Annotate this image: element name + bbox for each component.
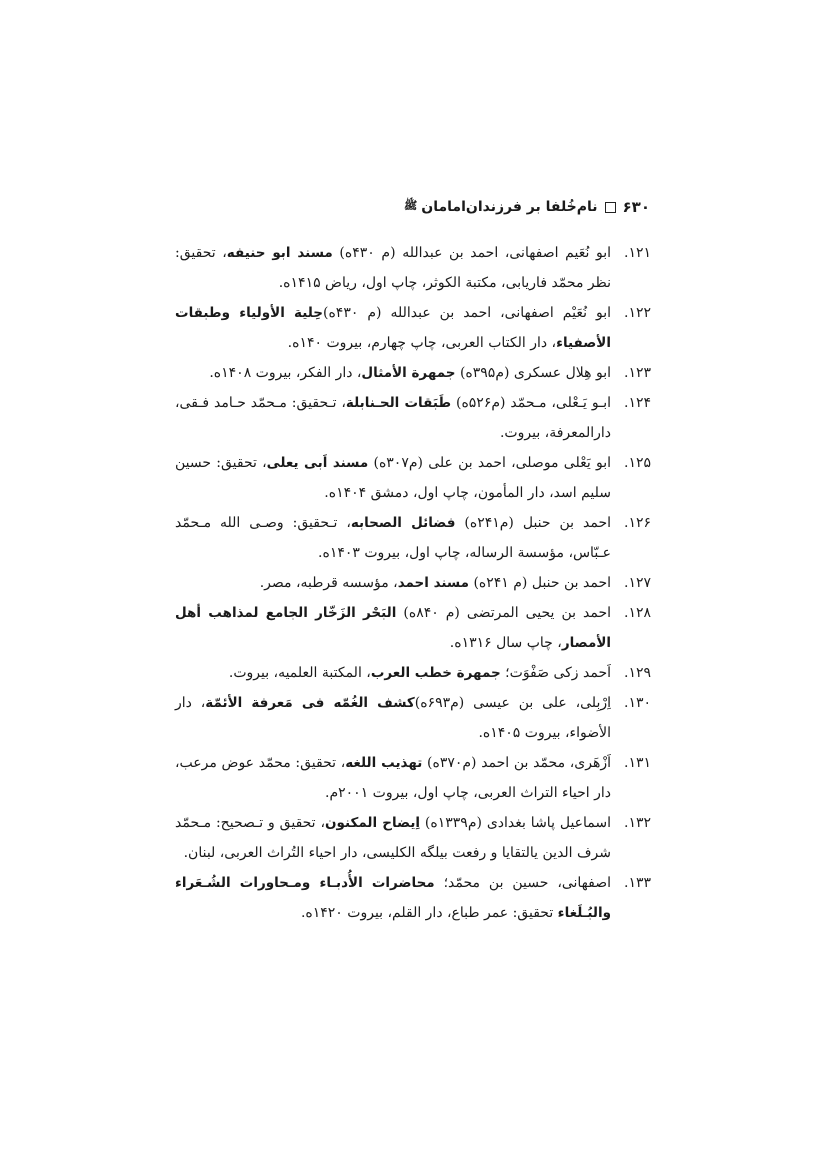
entry-text: ابو هِلال عسکری (م۳۹۵ه) (455, 365, 611, 381)
bibliography-entry (175, 358, 651, 388)
entry-title: فضائل الصحابه (350, 515, 456, 531)
entry-number: ۱۳۲. (623, 815, 651, 831)
entry-text: ، مؤسسه قرطبه، مصر. (259, 575, 398, 591)
entry-text: ، تحقیق: محمّد عوض مرعب، دار احیاء التراث العربی، چاپ اول، بیروت ۲۰۰۱م. (175, 755, 611, 801)
entry-number: ۱۲۴. (623, 395, 651, 411)
entry-text: احمد بن حنبل (م ۲۴۱ه) (469, 575, 611, 591)
bibliography-entry (175, 688, 651, 748)
entry-number: ۱۲۸. (623, 605, 651, 621)
entry-title: تهذیب اللغه (345, 755, 423, 771)
entry-text: ، المکتبة العلمیه، بیروت. (228, 665, 371, 681)
entry-text: ابو نُعَیْم اصفهانی، احمد بن عبدالله (م ۴۳۰ه) (323, 305, 611, 321)
bibliography-entry (175, 508, 651, 568)
bibliography-entry (175, 748, 651, 808)
entry-number: ۱۳۳. (623, 875, 651, 891)
bibliography-entry (175, 238, 651, 298)
entry-text: احمد بن حنبل (م۲۴۱ه) (455, 515, 611, 531)
entry-text: احمد بن یحیی المرتضی (م ۸۴۰ه) (396, 605, 611, 621)
entry-title: محاضرات الأُدبـاء ومـحاورات الشُـعَراء والبُـلَغاء (175, 875, 611, 921)
entry-title: مسند ابو حنیفه (226, 245, 333, 261)
square-ornament-icon (605, 202, 616, 213)
entry-text: ، چاپ سال ۱۳۱۶ه. (449, 635, 562, 651)
entry-number: ۱۲۷. (623, 575, 651, 591)
running-title: نام‌خُلفا بر فرزندان‌امامان (421, 199, 598, 215)
running-header (180, 198, 650, 216)
bibliography-entry (175, 598, 651, 658)
entry-title: اِیضاح المکنون (325, 815, 421, 831)
bibliography-list (175, 238, 651, 928)
entry-text: ، دار الفکر، بیروت ۱۴۰۸ه. (209, 365, 362, 381)
entry-number: ۱۲۲. (623, 305, 651, 321)
entry-text: ابـو یَـعْلی، مـحمّد (م۵۲۶ه) (451, 395, 611, 411)
entry-text: ، تحقیق: نظر محمّد فاریابی، مکتبة الکوثر، چاپ اول، ریاض ۱۴۱۵ه. (175, 245, 611, 291)
bibliography-entry (175, 448, 651, 508)
entry-text: اصفهانی، حسین بن محمّد؛ (434, 875, 611, 891)
honorific-ligature: ﷺ (403, 199, 418, 212)
entry-title: مسند احمد (397, 575, 469, 591)
entry-text: ابو یَعْلی موصلی، احمد بن علی (م۳۰۷ه) (368, 455, 611, 471)
entry-number: ۱۲۳. (623, 365, 651, 381)
page-number: ۶۳۰ (622, 198, 650, 216)
entry-title: کشف الغُمّه فی مَعرفة الأئمّة (205, 695, 415, 711)
entry-text: تحقیق: عمر طباع، دار القلم، بیروت ۱۴۲۰ه. (300, 905, 558, 921)
entry-text: ، دار الأضواء، بیروت ۱۴۰۵ه. (175, 695, 611, 741)
entry-title: حِلیة الأولیاء وطبقات الأصفیاء (175, 305, 611, 351)
bibliography-entry (175, 808, 651, 868)
entry-text: ، تـحقیق: مـحمّد حـامد فـقی، دارالمعرفة، بیروت. (175, 395, 611, 441)
entry-number: ۱۳۱. (623, 755, 651, 771)
entry-number: ۱۲۹. (623, 665, 651, 681)
bibliography-entry (175, 388, 651, 448)
entry-text: ، تحقیق: حسین سلیم اسد، دار المأمون، چاپ اول، دمشق ۱۴۰۴ه. (175, 455, 611, 501)
entry-text: ، دار الکتاب العربی، چاپ چهارم، بیروت ۱۴۰ه. (287, 335, 557, 351)
entry-number: ۱۲۵. (623, 455, 651, 471)
entry-text: ، تـحقیق: وصـی الله مـحمّد عـبّاس، مؤسسة الرساله، چاپ اول، بیروت ۱۴۰۳ه. (175, 515, 611, 561)
entry-text: ابو نُعَیم اصفهانی، احمد بن عبدالله (م ۴۳۰ه) (332, 245, 612, 261)
entry-title: طَبَقات الحـنابلة (345, 395, 452, 411)
entry-title: البَحْر الزَخّار الجامع لمذاهب أهل الأمصار (175, 605, 611, 651)
bibliography-entry (175, 868, 651, 928)
entry-text: اسماعیل پاشا بغدادی (م۱۳۳۹ه) (420, 815, 612, 831)
entry-number: ۱۲۶. (623, 515, 651, 531)
entry-title: مسند اَبی یعلی (266, 455, 369, 471)
entry-number: ۱۲۱. (623, 245, 651, 261)
entry-text: اَزْهَری، محمّد بن احمد (م۳۷۰ه) (422, 755, 611, 771)
entry-text: اِرْبِلی، علی بن عیسی (م۶۹۳ه) (414, 695, 611, 711)
entry-number: ۱۳۰. (623, 695, 651, 711)
bibliography-entry (175, 568, 651, 598)
entry-text: ، تحقیق و تـصحیح: مـحمّد شرف الدین یالتقایا و رفعت بیلگه الکلیسی، دار احیاء التُراث العربی، لبنان. (175, 815, 611, 861)
bibliography-entry (175, 658, 651, 688)
entry-text: اَحمد زکی صَفْوَت؛ (500, 665, 611, 681)
entry-title: جمهرة خطب العرب (370, 665, 501, 681)
entry-title: جمهرة الأمثال (361, 365, 456, 381)
bibliography-entry (175, 298, 651, 358)
